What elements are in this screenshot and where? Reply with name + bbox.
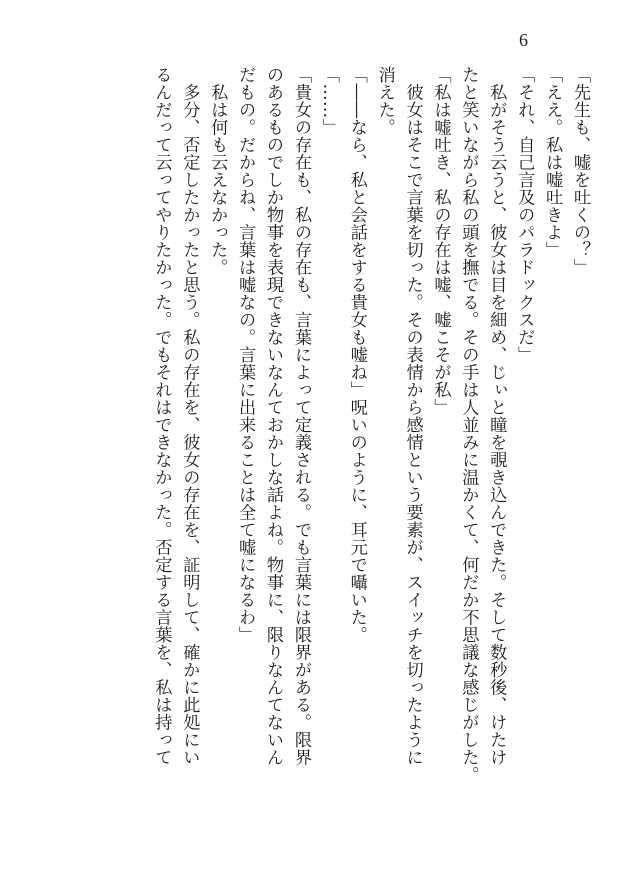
text-line: のあるものでしか物事を表現できないなんておかしな話よね。物事に、限りなんてないん <box>263 66 284 766</box>
text-line: 彼女はそこで言葉を切った。その表情から感情という要素が、スイッチを切ったように <box>402 66 423 766</box>
text-line: 私は何も云えなかった。 <box>207 66 228 276</box>
text-line: だもの。だからね、言葉は嘘なの。言葉に出来ることは全て嘘になるわ」 <box>235 66 256 644</box>
text-line: 「ええ。私は嘘吐きよ」 <box>542 66 563 259</box>
text-line: 私がそう云うと、彼女は目を細め、じぃと瞳を覗き込んできた。そして数秒後、けたけ <box>486 66 507 766</box>
text-line: 「それ、自己言及のパラドックスだ」 <box>514 66 535 364</box>
text-line: 「貴女の存在も、私の存在も、言葉によって定義される。でも言葉には限界がある。限界 <box>290 66 311 766</box>
text-line: 「……」 <box>318 66 339 136</box>
vertical-body-text <box>18 66 593 806</box>
text-line: 消えた。 <box>374 66 395 136</box>
text-line: 多分、否定したかったと思う。私の存在を、彼女の存在を、証明して、確かに此処にい <box>179 66 200 766</box>
text-line: るんだって云ってやりたかった。でもそれはできなかった。否定する言葉を、私は持って <box>151 66 172 766</box>
text-line: 「私は嘘吐き、私の存在は嘘、嘘こそが私」 <box>430 66 451 416</box>
text-line: たと笑いながら私の頭を撫でる。その手は人並みに温かくて、何だか不思議な感じがした。 <box>458 66 479 784</box>
text-line: 「――なら、私と会話をする貴女も嘘ね」呪いのように、耳元で囁いた。 <box>346 66 367 644</box>
page-number: 6 <box>519 30 528 50</box>
text-line: 「先生も、嘘を吐くの？」 <box>570 66 590 276</box>
